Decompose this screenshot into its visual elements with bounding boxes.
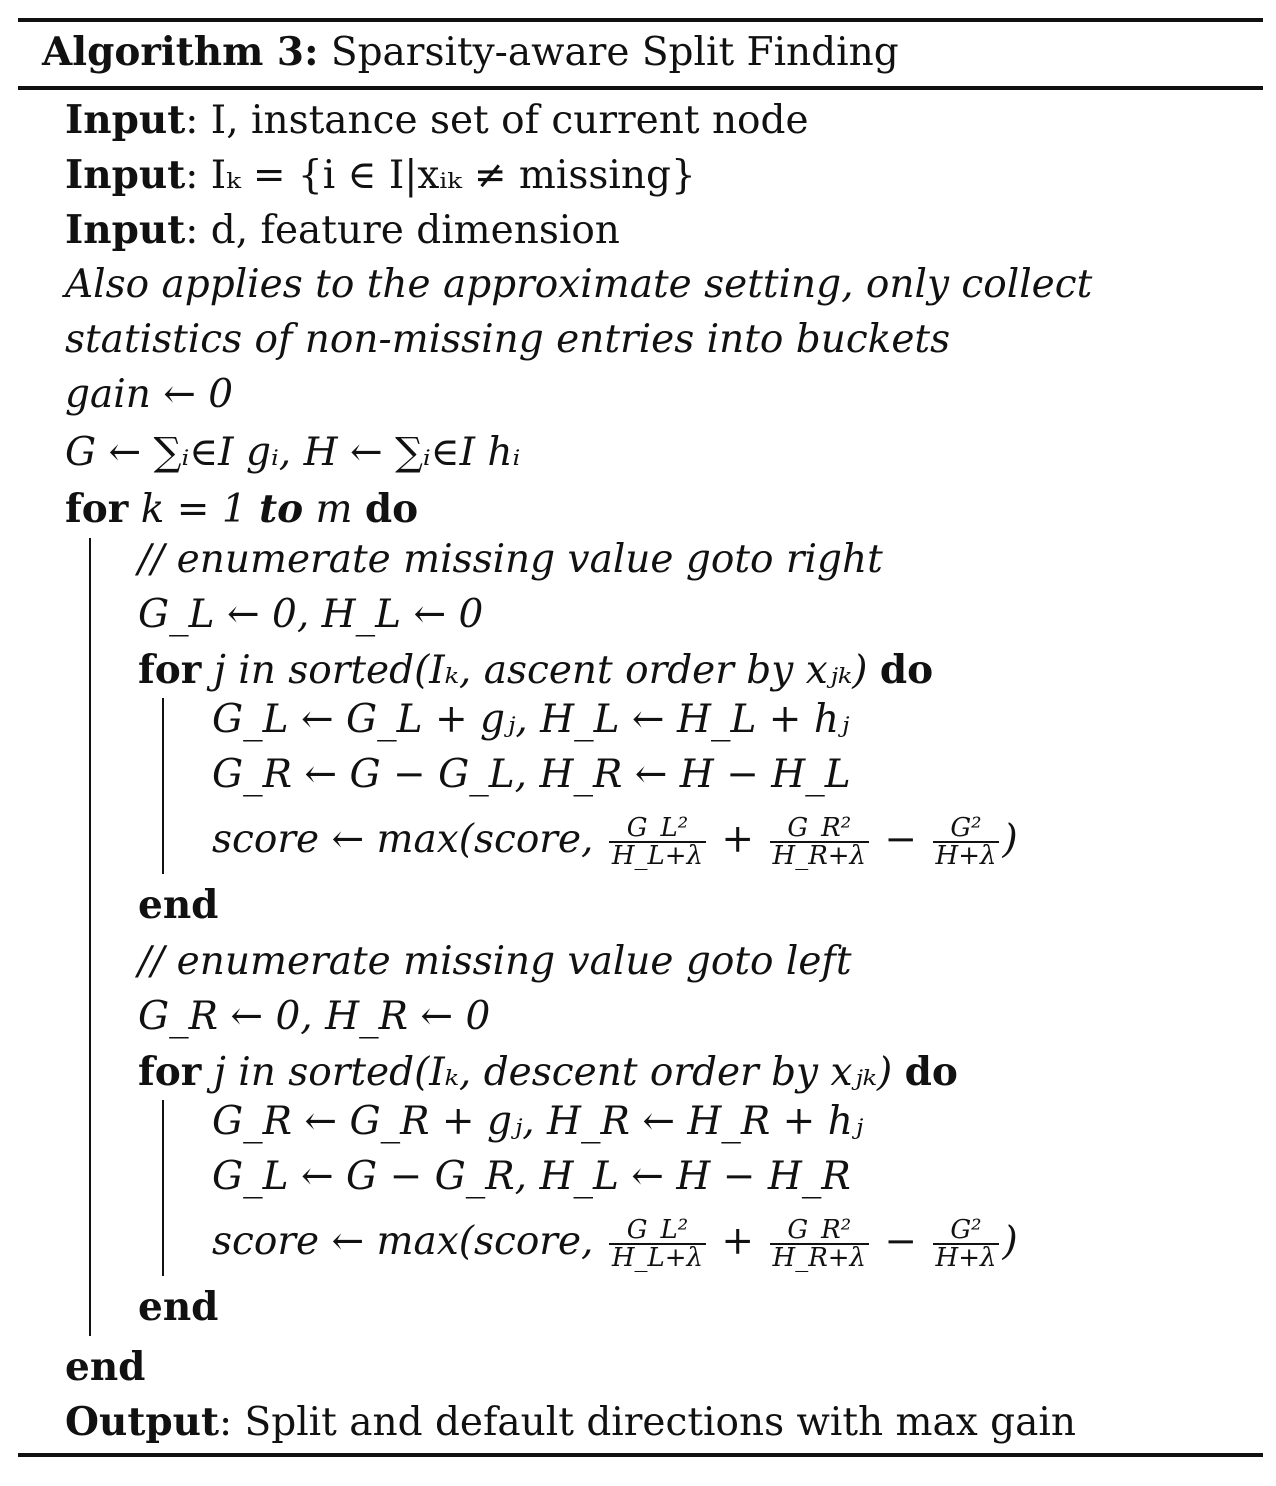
- gain-init: gain ← 0: [65, 372, 234, 417]
- output-text: : Split and default directions with max gain: [218, 1400, 1076, 1445]
- inner-loop-bar-right: [162, 698, 164, 874]
- fraction: [609, 815, 706, 869]
- update-right-1: G_L ← G_L + gⱼ, H_L ← H_L + hⱼ: [212, 697, 850, 742]
- inner-for-left: [138, 1047, 958, 1098]
- input-keyword: Input: [65, 207, 186, 253]
- comment-line-2: statistics of non-missing entries into buckets: [65, 317, 951, 362]
- input-text: : I, instance set of current node: [185, 98, 809, 143]
- input-keyword: Input: [65, 97, 186, 143]
- score-right: [212, 815, 1018, 869]
- fraction: [770, 815, 870, 869]
- output-line: [65, 1397, 1076, 1448]
- input-line-1: [65, 95, 809, 146]
- loop-text: j in sorted(Iₖ, descent order by xⱼₖ): [201, 1050, 905, 1095]
- output-keyword: Output: [65, 1399, 219, 1445]
- do-keyword: do: [904, 1049, 958, 1095]
- input-keyword: Input: [65, 152, 186, 198]
- outer-for: [65, 484, 418, 535]
- inner-loop-bar-left: [162, 1100, 164, 1276]
- comment-line-1: Also applies to the approximate setting, only collect: [65, 262, 1093, 307]
- for-keyword: for: [65, 486, 129, 532]
- fraction-numerator: G²: [933, 815, 1000, 843]
- update-left-1: G_R ← G_R + gⱼ, H_R ← H_R + hⱼ: [212, 1099, 864, 1144]
- score-left: [212, 1217, 1018, 1271]
- fraction-denominator: H_R+λ: [772, 1243, 867, 1273]
- fraction-denominator: H+λ: [935, 841, 997, 871]
- fraction-numerator: G_L²: [609, 815, 706, 843]
- fraction-denominator: H_R+λ: [772, 841, 867, 871]
- plus-sign: +: [709, 1219, 767, 1264]
- fraction-denominator: H_L+λ: [611, 841, 704, 871]
- fraction-denominator: H_L+λ: [611, 1243, 704, 1273]
- fraction-numerator: G_R²: [770, 815, 870, 843]
- inner-for-right: [138, 645, 933, 696]
- fraction: [933, 1217, 1000, 1271]
- update-left-2: G_L ← G − G_R, H_L ← H − H_R: [212, 1154, 851, 1199]
- fraction-numerator: G_L²: [609, 1217, 706, 1245]
- algorithm-label: Algorithm 3:: [42, 29, 319, 75]
- input-line-2: [65, 150, 696, 201]
- plus-sign: +: [709, 817, 767, 862]
- score-prefix: score ← max(score,: [212, 1219, 606, 1264]
- sum-init: G ← ∑ᵢ∈I gᵢ, H ← ∑ᵢ∈I hᵢ: [65, 430, 521, 475]
- input-text: : Iₖ = {i ∈ I|xᵢₖ ≠ missing}: [185, 153, 696, 198]
- end-right: end: [138, 882, 219, 928]
- fraction: [609, 1217, 706, 1271]
- end-left: end: [138, 1284, 219, 1330]
- fraction-numerator: G²: [933, 1217, 1000, 1245]
- close-paren: ): [1002, 1219, 1018, 1264]
- update-right-2: G_R ← G − G_L, H_R ← H − H_L: [212, 752, 851, 797]
- for-keyword: for: [138, 1049, 202, 1095]
- comment-goto-left: // enumerate missing value goto left: [138, 939, 852, 984]
- fraction-numerator: G_R²: [770, 1217, 870, 1245]
- end-outer: end: [65, 1344, 146, 1390]
- close-paren: ): [1002, 817, 1018, 862]
- minus-sign: −: [872, 1219, 930, 1264]
- do-keyword: do: [879, 647, 934, 693]
- loop-condition: k = 1: [128, 487, 260, 532]
- score-prefix: score ← max(score,: [212, 817, 606, 862]
- fraction: [770, 1217, 870, 1271]
- bottom-rule: [18, 1453, 1263, 1457]
- algorithm-title: Sparsity-aware Split Finding: [330, 30, 899, 75]
- algorithm-header: [42, 27, 899, 78]
- top-rule: [18, 18, 1263, 22]
- comment-goto-right: // enumerate missing value goto right: [138, 537, 883, 582]
- loop-tail: m: [303, 487, 365, 532]
- init-left: G_R ← 0, H_R ← 0: [138, 994, 491, 1039]
- fraction-denominator: H+λ: [935, 1243, 997, 1273]
- input-text: : d, feature dimension: [185, 208, 620, 253]
- init-right: G_L ← 0, H_L ← 0: [138, 592, 484, 637]
- to-keyword: to: [259, 486, 304, 532]
- for-keyword: for: [138, 647, 202, 693]
- minus-sign: −: [872, 817, 930, 862]
- fraction: [933, 815, 1000, 869]
- outer-loop-bar: [89, 538, 91, 1336]
- input-line-3: [65, 205, 620, 256]
- loop-text: j in sorted(Iₖ, ascent order by xⱼₖ): [201, 648, 880, 693]
- do-keyword: do: [364, 486, 419, 532]
- header-rule: [18, 86, 1263, 90]
